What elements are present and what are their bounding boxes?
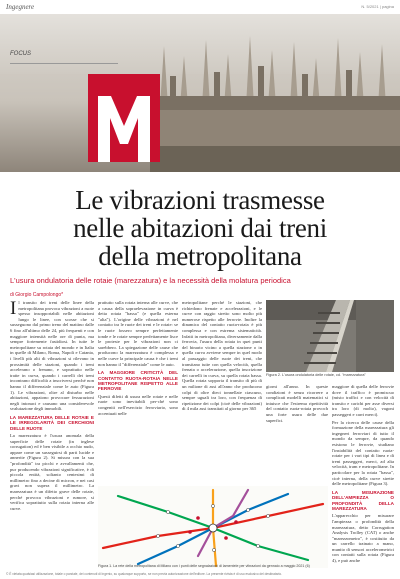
- page-header: [0, 0, 400, 14]
- metro-m-logo: [98, 96, 150, 162]
- rail-corrugation-photo: [266, 300, 394, 372]
- column-2: [98, 300, 178, 482]
- metro-map-figure: [98, 486, 328, 568]
- section-label: FOCUS: [10, 51, 31, 57]
- hero-photo: [0, 14, 400, 172]
- column-4: [266, 384, 328, 484]
- cathedral-spires-image: [150, 36, 400, 172]
- paragraph: l transito dei treni delle linee della metropolitana provoca vibrazioni a ruote spesso insopportabili nelle abitazioni lungo le linee, con scosse che si susseguono dal primo treno del mattino dalle 6 fino all'ultimo delle 24, più frequenti e con maggiore intensità nelle ore di punta, ma sempre fortemente fastidiosi. In tutte le metropolitane su rotaia del mondo e in Italia in quelle di Milano, Roma, Napoli e Catania, i livelli più alti di vibrazioni si rilevano in prossimità delle stazioni, quando i treni accelerano o frenano, e soprattutto nelle tratte in curva, quando i carrelli dei treni incontrano difficoltà a inscriversi perché non hanno il differenziale come le auto (Figura 1). Le vibrazioni, oltre al disturbo nelle abitazioni, appaiono provocare fessurazioni negli intonaci e causano una considerevole svalutazione degli immobili.: [10, 300, 94, 412]
- drop-cap: I: [10, 300, 17, 319]
- paragraph: prattutto sulla rotaia interna alle curve, che a causa della sopraelevazione in curva è detta rotaia "bassa" (e quella esterna "alta"). L'origine delle vibrazioni è nel contatto tra le ruote dei treni e le rotaie: se le ruote fossero sempre perfettamente tonde e le rotaie sempre perfettamente lisce le proteste per le vibrazioni non ci sarebbero. La spiegazione delle cause che producono la marezzatura è complessa e nelle curve la principale causa è che i treni non hanno il "differenziale" come le auto.: [98, 300, 178, 367]
- column-3: [182, 300, 262, 482]
- paragraph: La marezzatura è l'usura anomala della superficie delle rotaie (in inglese corrugation) ed è ben visibile a occhio nudo, appare come un susseguirsi di parti lucide e annerite (Figura 2). Si misura con la sua "profondità" tra picchi e avvallamenti che, pur producendo vibrazioni significative, è di piccola entità, soltanto centesimi di millimetro fino a decine di micron, e nei casi gravi non supera il millimetro. La marezzatura è un difetto grave delle rotaie, perché provoca vibrazioni e rumore, si verifica soprattutto sulla rotaia interna alle curve.: [10, 433, 94, 511]
- footer-note: © È vietata qualsiasi utilizzazione, totale o parziale, dei contenuti di Ingenio, su qualunque supporto, se non previa autorizzazione dell'editore. La presente rivista è di uso esclusivo del destinatario.: [6, 572, 283, 576]
- photo-caption: Figura 2. L'usura ondulatoria delle rotaie, cd. "marezzatura": [266, 373, 366, 377]
- article-title: Le vibrazioni trasmesse nelle abitazioni dai treni della metropolitana: [73, 185, 327, 271]
- paragraph: Questi difetti di usura nelle rotaie e nelle ruote sono inevitabili per-ché sono congeniti nell'esercizio ferroviario, sono accentuati nelle: [98, 393, 178, 416]
- column-1: [10, 300, 94, 565]
- issue-info: N. 5/2021 | pagina: [361, 4, 394, 9]
- section-heading: LA MISURAZIONE DELL'AMPIEZZA O PROFONDITÀ DELLA MAREZZATURA: [332, 489, 394, 511]
- article-subtitle: L'usura ondulatoria delle rotaie (marezzatura) e la necessità della molatura periodica: [10, 276, 291, 285]
- paragraph: metropolitane perché le stazioni, che richiedono frenate e accelerazioni, e le curve con raggio stretto sono molto più numerose rispetto alle ferrovie. Inoltre la dinamica del contatto ruota-rotaia è più complessa e con estrema sistematicità. Infatti in metropolitana, diversamente dalla ferrovia, l'usura della rotaia in quei punti del binario vicino a quella stazione o in quella curva avviene sempre in quel modo al passaggio delle ruote dei treni, che transitano tutte con quella velocità, quella frenata o accelerazione, quella inscrizione dei carrelli in curva, su quella rotaia bassa. Quella rotaia sopporta il transito di più di un milione di assi all'anno che producono colpi di oltre dieci tonnellate ciascuno, sempre uguali tra loro, con frequenza di ripetizione dei colpi (cioè delle vibrazioni) di 4 mila assi transitati al giorno per 365: [182, 300, 262, 412]
- magazine-logo: Ingegnere: [6, 3, 35, 11]
- rail-image: [266, 300, 394, 372]
- metro-network-map: [98, 486, 328, 568]
- paragraph: L'apparecchio per misurare l'ampiezza o profondità della marezzatura, detto Corrugation Analysis Trolley (CAT) o anche "marezzometro", è costituito da un carrello trainato a mano, munito di sensori accelerometrici con contatti sulla rotaia (Figura 4), e può anche: [332, 513, 394, 564]
- paragraph: maggiore di quella delle ferrovie dove il traffico è promiscuo (misto traffici e con velocità di transito e carichi per asse diversi tra loro (di molto), vagoni passeggeri e carri merci).: [332, 384, 394, 417]
- map-caption: Figura 1. La rete della metropolitana di Milano con i punti delle segnalazioni di lamentele per vibrazioni da gennaio a maggio 2021 (6): [98, 564, 310, 568]
- section-heading: LA MAREZZATURA DELLE ROTAIE E LE IRREGOLARITÀ DEI CERCHIONI DELLE RUOTE: [10, 414, 94, 431]
- article-author: di Giorgio Campolongo*: [10, 292, 64, 298]
- column-5: [332, 384, 394, 566]
- section-heading: LA MAGGIORE CRITICITÀ DEL CONTATTO RUOTA-ROTAIA NELLE METROPOLITANE RISPETTO ALLE FERROVIE: [98, 370, 178, 392]
- paragraph: Per la ricerca delle cause della formazione della marezzatura gli ingegneri ferroviari di tutto il mondo da sempre, da quando esistono le ferrovie, studiano l'instabilità del contatto ruota-rotaie per i vari tipi di linea e di treni passeggeri, merci, ad alta velocità, tram e metropolitane. In particolare per la rotaia "bassa", cioè interna, della curve strette delle metropolitane (Figura 3).: [332, 419, 394, 487]
- paragraph: giorni all'anno. In queste condizioni è senza ricorrere a complicati modelli matematici si intuisce che l'estrema ripetitività del contatto ruota-rotaia provoch una forte usura delle due superfici.: [266, 384, 328, 423]
